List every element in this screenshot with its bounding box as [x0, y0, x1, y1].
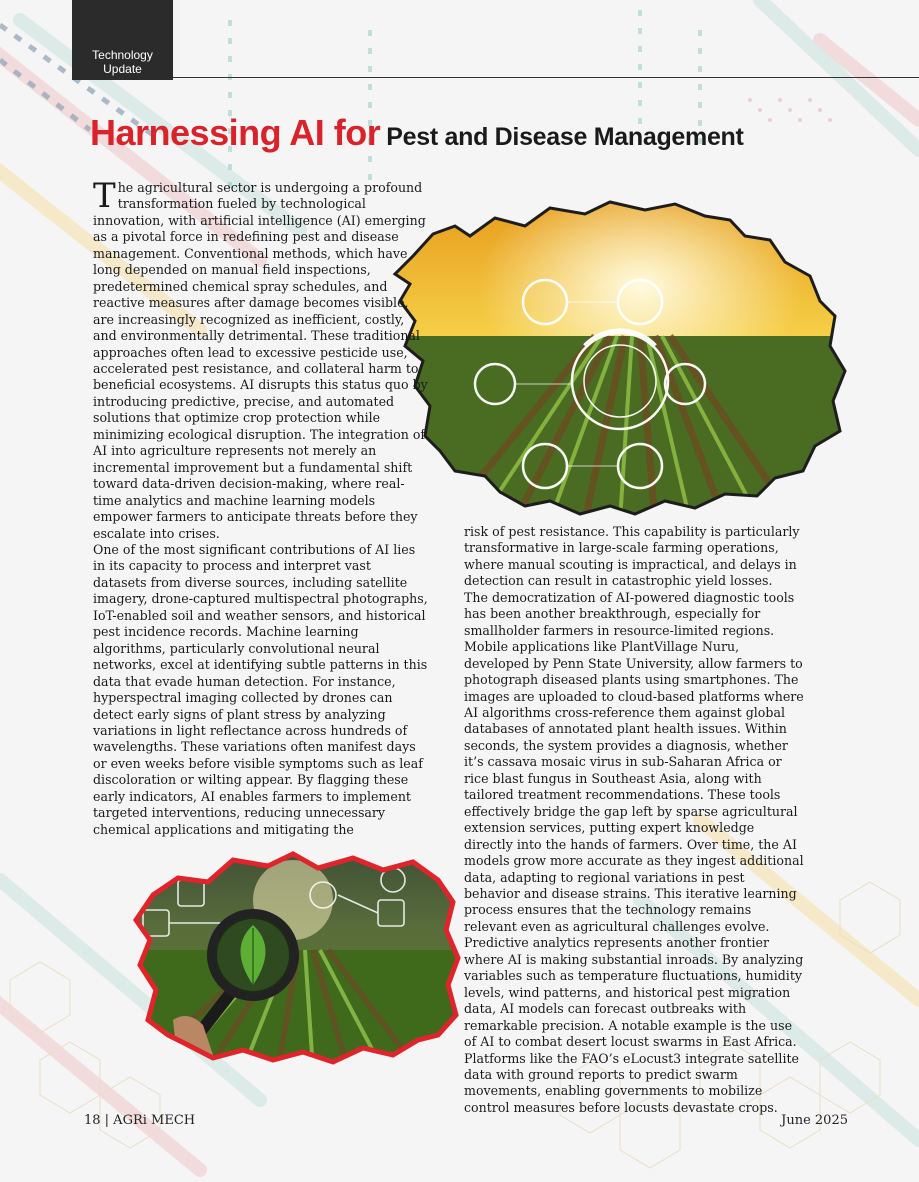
header-rule: [173, 77, 919, 78]
right-column: [464, 524, 804, 1116]
title-highlight: Harnessing AI for: [90, 112, 381, 153]
paragraph-text: he agricultural sector is undergoing a profound transformation fueled by technological innovation, with artificial intelligence (AI) emerging as a pivotal force in redefining pest and disease management. Conventional methods, which have long depended on manual field inspections, predetermined chemical spray schedules, and reactive measures after damage becomes visible, are increasingly recognized as inefficient, costly, and environmentally detrimental. These traditional approaches often lead to excessive pesticide use, accelerated pest resistance, and collateral harm to beneficial ecosystems. AI disrupts this status quo by introducing predictive, precise, and automated solutions that optimize crop protection while minimizing ecological disruption. The integration of AI into agriculture represents not merely an incremental improvement but a fundamental shift toward data-driven decision-making, where real-time analytics and machine learning models empower farmers to anticipate threats before they escalate into crises.: [93, 180, 428, 541]
drop-cap: T: [93, 176, 116, 216]
paragraph: Predictive analytics represents another frontier where AI is making substantial inroads. By analyzing variables such as temperature fluctuations, humidity levels, wind patterns, and historical pest migration data, AI models can forecast outbreaks with remarkable precision. A notable example is the use of AI to combat desert locust swarms in East Africa. Platforms like the FAO’s eLocust3 integrate satellite data with ground reports to predict swarm movements, enabling governments to mobilize control measures before locusts devastate crops.: [464, 935, 804, 1115]
page-footer-right: June 2025: [781, 1113, 848, 1128]
section-tag-line2: Update: [103, 62, 142, 76]
section-tag-line1: Technology: [92, 48, 153, 62]
left-column: [93, 176, 428, 838]
title-rest: Pest and Disease Management: [386, 123, 744, 151]
page-footer-left: 18 | AGRi MECH: [84, 1113, 196, 1128]
leaf-magnifier-photo: [118, 840, 468, 1070]
paragraph: risk of pest resistance. This capability is particularly transformative in large-scale farming operations, where manual scouting is impractical, and delays in detection can result in catastrophic yield losses.: [464, 524, 800, 589]
farm-ai-icons-photo: [385, 196, 850, 521]
paragraph: [93, 176, 428, 542]
article-title: [90, 112, 744, 154]
paragraph: One of the most significant contributions of AI lies in its capacity to process and interpret vast datasets from diverse sources, including satellite imagery, drone-captured multispectral photographs, IoT-enabled soil and weather sensors, and historical pest incidence records. Machine learning algorithms, particularly convolutional neural networks, excel at identifying subtle patterns in this data that evade human detection. For instance, hyperspectral imaging collected by drones can detect early signs of plant stress by analyzing variations in light reflectance across hundreds of wavelengths. These variations often manifest days or even weeks before visible symptoms such as leaf discoloration or wilting appear. By flagging these early indicators, AI enables farmers to implement targeted interventions, reducing unnecessary chemical applications and mitigating the: [93, 541, 428, 837]
section-tag: [72, 0, 173, 80]
paragraph: The democratization of AI-powered diagnostic tools has been another breakthrough, especially for smallholder farmers in resource-limited regions. Mobile applications like PlantVillage Nuru, developed by Penn State University, allow farmers to photograph diseased plants using smartphones. The images are uploaded to cloud-based platforms where AI algorithms cross-reference them against global databases of annotated plant health issues. Within seconds, the system provides a diagnosis, whether it’s cassava mosaic virus in sub-Saharan Africa or rice blast fungus in Southeast Asia, along with tailored treatment recommendations. These tools effectively bridge the gap left by sparse agricultural extension services, putting expert knowledge directly into the hands of farmers. Over time, the AI models grow more accurate as they ingest additional data, adapting to regional variations in pest behavior and disease strains. This iterative learning process ensures that the technology remains relevant even as agricultural challenges evolve.: [464, 589, 804, 934]
